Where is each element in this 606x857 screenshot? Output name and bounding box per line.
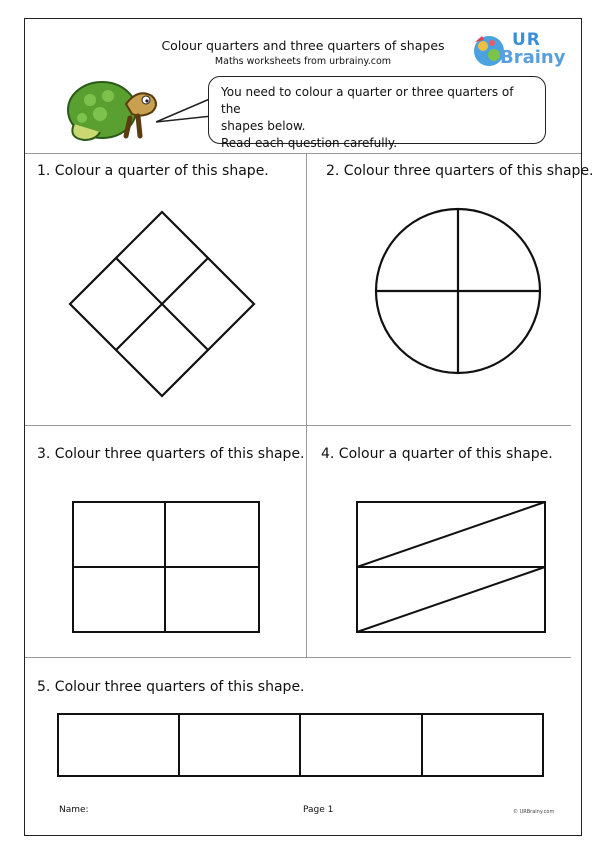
instructions-line-2: shapes below.	[221, 119, 306, 133]
question-1-label: 1. Colour a quarter of this shape.	[37, 163, 269, 179]
worksheet-title: Colour quarters and three quarters of shapes	[161, 38, 445, 53]
question-4-label: 4. Colour a quarter of this shape.	[321, 446, 553, 462]
divider-lower	[25, 657, 571, 658]
strip-shape-quarters[interactable]	[56, 712, 545, 778]
name-label: Name:	[59, 805, 89, 815]
diamond-shape-quarters[interactable]	[66, 208, 258, 400]
circle-shape-quarters[interactable]	[372, 207, 546, 375]
logo-brainy-text: Brainy	[500, 47, 566, 68]
logo-ur-text: UR	[512, 30, 541, 50]
question-5-label: 5. Colour three quarters of this shape.	[37, 679, 305, 695]
question-2-label: 2. Colour three quarters of this shape.	[326, 163, 594, 179]
tortoise-mascot-icon	[60, 74, 170, 144]
rectangle-diagonal-shape-quarters[interactable]	[355, 500, 547, 634]
worksheet-subtitle: Maths worksheets from urbrainy.com	[214, 56, 392, 67]
question-3-label: 3. Colour three quarters of this shape.	[37, 446, 305, 462]
instructions-line-3: Read each question carefully.	[221, 136, 398, 150]
page-number: Page 1	[303, 805, 334, 815]
divider-middle	[25, 425, 571, 426]
instructions-speech-bubble	[208, 76, 546, 150]
instructions-line-1: You need to colour a quarter or three quarters of the	[221, 85, 514, 116]
rectangle-shape-quarters[interactable]	[71, 500, 261, 634]
urbrainy-logo	[472, 30, 568, 74]
copyright-text: © URBrainy.com	[513, 809, 555, 815]
speech-bubble-tail	[156, 96, 212, 126]
divider-vertical	[306, 154, 307, 657]
divider-top	[25, 153, 581, 154]
